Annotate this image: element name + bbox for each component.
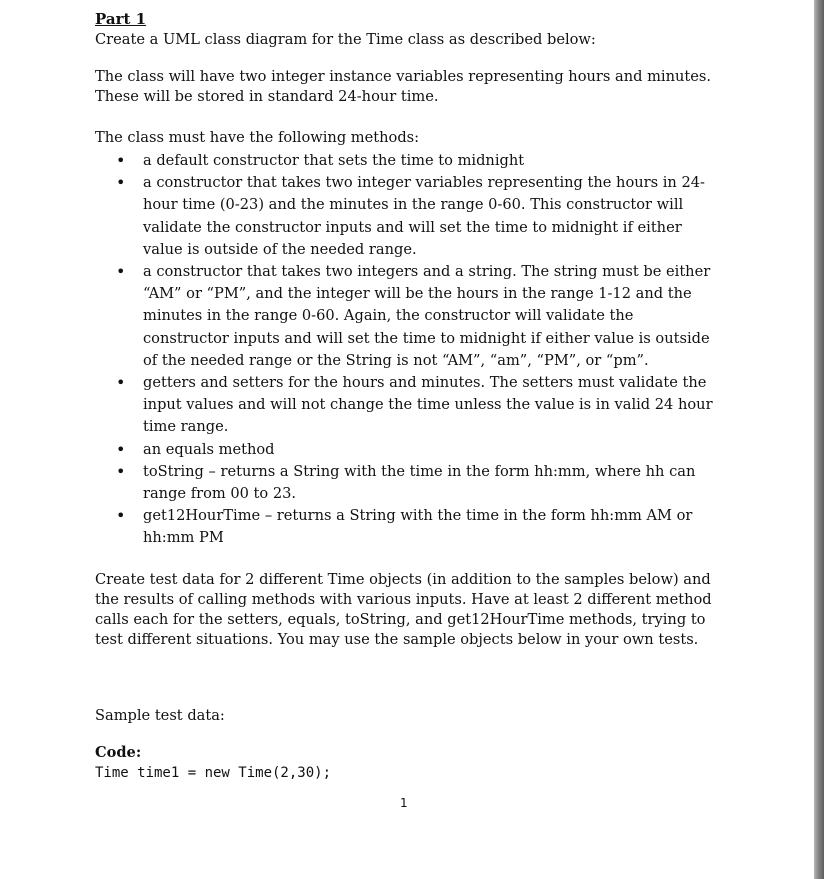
method-line: an equals method — [143, 440, 275, 458]
method-line: “AM” or “PM”, and the integer will be the hours in the range 1-12 and the — [143, 285, 692, 303]
intro-text — [95, 30, 596, 50]
sample-label-text: Sample test data: — [95, 707, 225, 724]
method-line: a constructor that takes two integer variables representing the hours in 24- — [143, 174, 705, 192]
method-line: hour time (0-23) and the minutes in the range 0-60. This constructor will — [143, 196, 684, 214]
test-line: Create test data for 2 different Time objects (in addition to the samples below) and — [95, 571, 711, 588]
method-item-default-constructor — [95, 150, 735, 172]
page-number: 1 — [400, 796, 408, 810]
method-line: getters and setters for the hours and minutes. The setters must validate the — [143, 374, 707, 392]
code-sample — [95, 763, 331, 783]
method-line: toString – returns a String with the time in the form hh:mm, where hh can — [143, 462, 696, 480]
method-line: validate the constructor inputs and will set the time to midnight if either — [143, 218, 682, 236]
method-line: time range. — [143, 418, 229, 436]
test-line: the results of calling methods with various inputs. Have at least 2 different method — [95, 591, 712, 608]
methods-intro-line: The class must have the following methods: — [95, 129, 420, 146]
page-edge-shadow — [814, 0, 824, 879]
method-line: of the needed range or the String is not “AM”, “am”, “PM”, or “pm”. — [143, 351, 649, 369]
description-line: The class will have two integer instance variables representing hours and minutes. — [95, 68, 712, 85]
method-item-24h-constructor — [95, 172, 735, 261]
method-line: hh:mm PM — [143, 529, 224, 547]
method-line: minutes in the range 0-60. Again, the constructor will validate the — [143, 307, 634, 325]
description-line: These will be stored in standard 24-hour time. — [95, 88, 439, 105]
method-item-get12hourtime — [95, 505, 735, 549]
test-instructions — [95, 570, 712, 650]
method-item-getters-setters — [95, 372, 735, 439]
sample-label — [95, 706, 225, 726]
method-line: value is outside of the needed range. — [143, 240, 417, 258]
class-description — [95, 67, 711, 107]
method-line: a constructor that takes two integers and a string. The string must be either — [143, 263, 711, 281]
code-label-text: Code: — [95, 744, 142, 761]
methods-list — [95, 150, 735, 550]
method-line: input values and will not change the time unless the value is in valid 24 hour — [143, 396, 713, 414]
method-item-equals — [95, 439, 735, 461]
methods-intro — [95, 128, 419, 148]
method-line: constructor inputs and will set the time to midnight if either value is outside — [143, 329, 710, 347]
method-line: range from 00 to 23. — [143, 485, 297, 503]
part-heading: Part 1 — [95, 10, 147, 28]
method-item-ampm-constructor — [95, 261, 735, 372]
method-line: get12HourTime – returns a String with the time in the form hh:mm AM or — [143, 507, 693, 525]
method-line: a default constructor that sets the time to midnight — [143, 152, 525, 169]
test-line: calls each for the setters, equals, toString, and get12HourTime methods, trying to — [95, 611, 706, 628]
test-line: test different situations. You may use the sample objects below in your own tests. — [95, 631, 699, 648]
intro-line: Create a UML class diagram for the Time class as described below: — [95, 31, 596, 48]
code-label — [95, 743, 141, 763]
code-sample-line: Time time1 = new Time(2,30); — [95, 765, 332, 781]
method-item-tostring — [95, 461, 735, 505]
